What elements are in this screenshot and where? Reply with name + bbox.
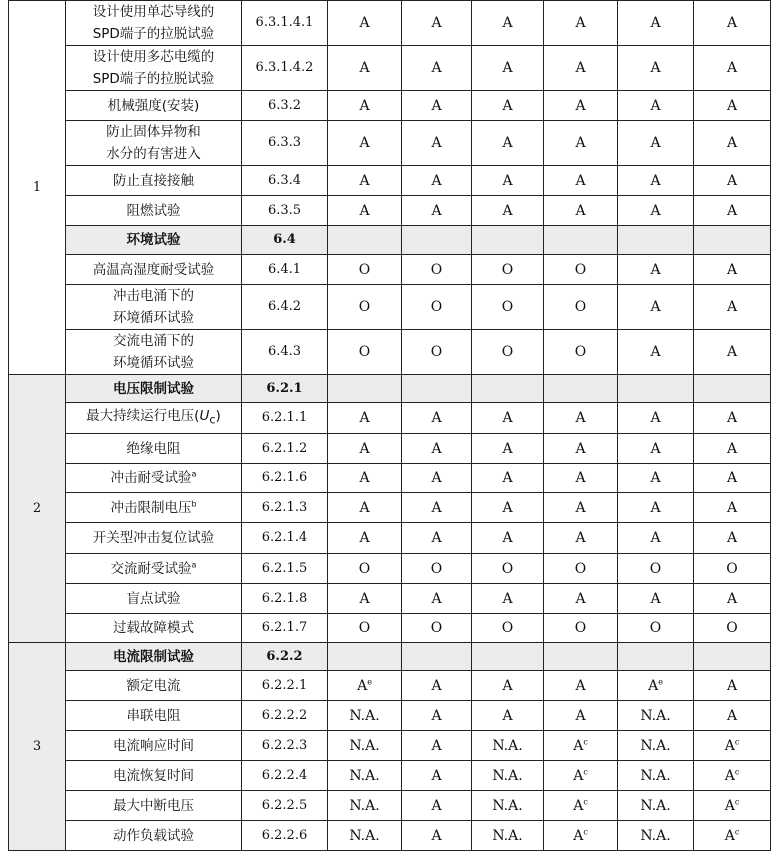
test-name: 冲击限制电压$^b$ [66, 493, 242, 523]
test-name: 开关型冲击复位试验 [66, 523, 242, 554]
requirement-cell: A [694, 91, 771, 121]
test-requirements-table [8, 0, 771, 851]
requirement-cell: A [544, 403, 618, 434]
requirement-cell: A [328, 493, 402, 523]
requirement-cell [694, 226, 771, 255]
clause-number: 6.2.1.3 [242, 493, 328, 523]
requirement-cell: O [618, 554, 694, 584]
requirement-cell [402, 643, 472, 671]
table-row [9, 46, 771, 91]
table-row [9, 761, 771, 791]
requirement-cell: A [618, 255, 694, 285]
test-name: 盲点试验 [66, 584, 242, 614]
requirement-cell: A [544, 434, 618, 464]
clause-number: 6.2.1.1 [242, 403, 328, 434]
requirement-cell [618, 643, 694, 671]
requirement-cell: $A^c$ [544, 821, 618, 851]
requirement-cell: A [328, 434, 402, 464]
requirement-cell: A [402, 523, 472, 554]
requirement-cell: N.A. [618, 821, 694, 851]
requirement-cell: O [544, 255, 618, 285]
requirement-cell: A [694, 671, 771, 701]
requirement-cell: A [544, 523, 618, 554]
requirement-cell: A [472, 121, 544, 166]
requirement-cell: A [402, 1, 472, 46]
clause-number: 6.2.1.6 [242, 464, 328, 493]
requirement-cell: A [694, 1, 771, 46]
test-name: 机械强度(安装) [66, 91, 242, 121]
requirement-cell [328, 643, 402, 671]
requirement-cell: A [694, 46, 771, 91]
requirement-cell: A [618, 434, 694, 464]
clause-number: 6.2.2.5 [242, 791, 328, 821]
requirement-cell: N.A. [328, 731, 402, 761]
requirement-cell: N.A. [472, 761, 544, 791]
requirement-cell: N.A. [618, 761, 694, 791]
requirement-cell: A [402, 464, 472, 493]
requirement-cell: O [402, 614, 472, 643]
clause-number: 6.2.2.2 [242, 701, 328, 731]
requirement-cell: A [402, 121, 472, 166]
requirement-cell [328, 375, 402, 403]
requirement-cell [472, 226, 544, 255]
requirement-cell: A [618, 1, 694, 46]
requirement-cell: A [402, 791, 472, 821]
clause-number: 6.2.1.4 [242, 523, 328, 554]
requirement-cell: O [328, 554, 402, 584]
table-row [9, 554, 771, 584]
requirement-cell: A [472, 493, 544, 523]
requirement-cell: O [618, 614, 694, 643]
test-name: 最大中断电压 [66, 791, 242, 821]
requirement-cell: N.A. [328, 761, 402, 791]
clause-number: 6.2.1.8 [242, 584, 328, 614]
clause-number: 6.2.2.6 [242, 821, 328, 851]
clause-number: 6.3.1.4.2 [242, 46, 328, 91]
test-name: 冲击耐受试验$^a$ [66, 464, 242, 493]
requirement-cell: A [402, 584, 472, 614]
requirement-cell: A [544, 584, 618, 614]
test-name: 绝缘电阻 [66, 434, 242, 464]
requirement-cell: N.A. [618, 791, 694, 821]
test-name: 电压限制试验 [66, 375, 242, 403]
clause-number: 6.3.5 [242, 196, 328, 226]
requirement-cell: A [544, 671, 618, 701]
requirement-cell: O [472, 255, 544, 285]
table-row [9, 614, 771, 643]
requirement-cell: A [402, 731, 472, 761]
requirement-cell: A [328, 166, 402, 196]
requirement-cell: $A^c$ [694, 821, 771, 851]
test-name: 额定电流 [66, 671, 242, 701]
clause-number: 6.4.3 [242, 330, 328, 375]
requirement-cell: O [328, 330, 402, 375]
requirement-cell: O [544, 330, 618, 375]
clause-number: 6.3.2 [242, 91, 328, 121]
requirement-cell: A [544, 701, 618, 731]
requirement-cell: $A^c$ [544, 791, 618, 821]
requirement-cell: A [618, 285, 694, 330]
requirement-cell: O [544, 285, 618, 330]
requirement-cell: N.A. [328, 791, 402, 821]
requirement-cell: A [472, 403, 544, 434]
requirement-cell [694, 643, 771, 671]
clause-number: 6.2.2.4 [242, 761, 328, 791]
requirement-cell [544, 375, 618, 403]
table-row [9, 671, 771, 701]
test-name: 防止固体异物和 水分的有害进入 [66, 121, 242, 166]
requirement-cell: A [328, 196, 402, 226]
clause-number: 6.2.1.5 [242, 554, 328, 584]
clause-number: 6.4.2 [242, 285, 328, 330]
requirement-cell: A [618, 584, 694, 614]
table-row [9, 330, 771, 375]
requirement-cell: A [618, 91, 694, 121]
clause-number: 6.4 [242, 226, 328, 255]
requirement-cell: A [472, 46, 544, 91]
requirement-cell: A [472, 91, 544, 121]
requirement-cell: N.A. [472, 821, 544, 851]
requirement-cell: N.A. [618, 701, 694, 731]
requirement-cell: O [402, 255, 472, 285]
test-name: 设计使用多芯电缆的 SPD端子的拉脱试验 [66, 46, 242, 91]
requirement-cell: O [472, 285, 544, 330]
requirement-cell: A [618, 330, 694, 375]
requirement-cell: A [472, 196, 544, 226]
requirement-cell: A [402, 821, 472, 851]
requirement-cell: A [472, 584, 544, 614]
requirement-cell: A [694, 464, 771, 493]
requirement-cell: A [544, 1, 618, 46]
clause-number: 6.2.1.2 [242, 434, 328, 464]
requirement-cell: A [544, 196, 618, 226]
requirement-cell [472, 375, 544, 403]
table-row [9, 701, 771, 731]
requirement-cell: A [402, 196, 472, 226]
requirement-cell: A [402, 166, 472, 196]
requirement-cell: A [618, 166, 694, 196]
requirement-cell [618, 375, 694, 403]
requirement-cell [472, 643, 544, 671]
requirement-cell: A [694, 584, 771, 614]
requirement-cell: O [544, 554, 618, 584]
clause-number: 6.2.2.1 [242, 671, 328, 701]
requirement-cell: O [694, 554, 771, 584]
requirement-cell: A [694, 434, 771, 464]
requirement-cell: A [618, 493, 694, 523]
requirement-cell: A [328, 584, 402, 614]
requirement-cell: A [618, 403, 694, 434]
clause-number: 6.2.2 [242, 643, 328, 671]
test-name: 最大持续运行电压$(U_c)$ [66, 403, 242, 434]
table-row [9, 285, 771, 330]
requirement-cell: A [618, 46, 694, 91]
requirement-cell: A [328, 121, 402, 166]
group-label: 3 [9, 643, 66, 851]
requirement-cell: A [402, 91, 472, 121]
table-row [9, 166, 771, 196]
clause-number: 6.4.1 [242, 255, 328, 285]
test-name: 冲击电涌下的 环境循环试验 [66, 285, 242, 330]
table-row [9, 821, 771, 851]
requirement-cell: A [544, 91, 618, 121]
requirement-cell: A [694, 121, 771, 166]
table-row [9, 255, 771, 285]
test-name: 电流响应时间 [66, 731, 242, 761]
test-name: 串联电阻 [66, 701, 242, 731]
requirement-cell: O [328, 614, 402, 643]
requirement-cell: A [328, 523, 402, 554]
requirement-cell: A [402, 671, 472, 701]
requirement-cell: O [694, 614, 771, 643]
table-row [9, 493, 771, 523]
table-row [9, 434, 771, 464]
table-row [9, 731, 771, 761]
requirement-cell: A [694, 330, 771, 375]
requirement-cell: O [472, 554, 544, 584]
requirement-cell: A [402, 701, 472, 731]
test-name: 高温高湿度耐受试验 [66, 255, 242, 285]
requirement-cell [694, 375, 771, 403]
requirement-cell: $A^c$ [694, 761, 771, 791]
requirement-cell: O [472, 330, 544, 375]
section-row [9, 226, 771, 255]
requirement-cell [328, 226, 402, 255]
test-name: 环境试验 [66, 226, 242, 255]
requirement-cell: A [402, 493, 472, 523]
requirement-cell [618, 226, 694, 255]
requirement-cell: A [618, 464, 694, 493]
requirement-cell: A [328, 46, 402, 91]
requirement-cell: A [472, 523, 544, 554]
table-row [9, 584, 771, 614]
requirement-cell: A [694, 196, 771, 226]
requirement-cell: O [402, 285, 472, 330]
table-row [9, 523, 771, 554]
requirement-cell: A [544, 121, 618, 166]
requirement-cell: A [472, 464, 544, 493]
section-row [9, 643, 771, 671]
requirement-cell: N.A. [618, 731, 694, 761]
requirement-cell: A [694, 285, 771, 330]
group-label: 1 [9, 1, 66, 375]
requirement-cell: O [402, 330, 472, 375]
requirement-cell: A [694, 403, 771, 434]
test-name: 电流恢复时间 [66, 761, 242, 791]
requirement-cell: A [402, 46, 472, 91]
requirement-cell [544, 226, 618, 255]
test-name: 交流耐受试验$^a$ [66, 554, 242, 584]
group-label: 2 [9, 375, 66, 643]
requirement-cell: A [544, 166, 618, 196]
requirement-cell: A [328, 91, 402, 121]
requirement-cell [402, 375, 472, 403]
test-name: 过载故障模式 [66, 614, 242, 643]
requirement-cell: A [694, 523, 771, 554]
requirement-cell: A [544, 46, 618, 91]
requirement-cell [402, 226, 472, 255]
requirement-cell: $A^e$ [328, 671, 402, 701]
requirement-cell: A [618, 121, 694, 166]
requirement-cell: $A^c$ [694, 791, 771, 821]
requirement-cell: A [544, 464, 618, 493]
requirement-cell: A [618, 196, 694, 226]
table-row [9, 91, 771, 121]
requirement-cell: A [472, 671, 544, 701]
requirement-cell: A [402, 761, 472, 791]
requirement-cell: A [472, 166, 544, 196]
requirement-cell: A [472, 1, 544, 46]
test-name: 设计使用单芯导线的 SPD端子的拉脱试验 [66, 1, 242, 46]
clause-number: 6.3.4 [242, 166, 328, 196]
requirement-cell: A [694, 166, 771, 196]
requirement-cell: A [618, 523, 694, 554]
requirement-cell: N.A. [472, 731, 544, 761]
requirement-cell: A [694, 255, 771, 285]
clause-number: 6.2.1.7 [242, 614, 328, 643]
requirement-cell: A [472, 434, 544, 464]
requirement-cell: A [402, 403, 472, 434]
requirement-cell: $A^c$ [544, 731, 618, 761]
section-row [9, 375, 771, 403]
table-row [9, 196, 771, 226]
requirement-cell: N.A. [472, 791, 544, 821]
requirement-cell [544, 643, 618, 671]
requirement-cell: N.A. [328, 701, 402, 731]
requirement-cell: A [328, 464, 402, 493]
requirement-cell: $A^c$ [694, 731, 771, 761]
requirement-cell: A [328, 1, 402, 46]
requirement-cell: O [472, 614, 544, 643]
clause-number: 6.2.2.3 [242, 731, 328, 761]
requirement-cell: A [328, 403, 402, 434]
table-row [9, 464, 771, 493]
clause-number: 6.2.1 [242, 375, 328, 403]
test-name: 交流电涌下的 环境循环试验 [66, 330, 242, 375]
table-row [9, 1, 771, 46]
clause-number: 6.3.3 [242, 121, 328, 166]
clause-number: 6.3.1.4.1 [242, 1, 328, 46]
requirement-cell: A [694, 701, 771, 731]
requirement-cell: A [472, 701, 544, 731]
table-row [9, 791, 771, 821]
requirement-cell: A [544, 493, 618, 523]
test-name: 动作负载试验 [66, 821, 242, 851]
test-name: 电流限制试验 [66, 643, 242, 671]
table-row [9, 121, 771, 166]
requirement-cell: N.A. [328, 821, 402, 851]
table-row [9, 403, 771, 434]
requirement-cell: $A^e$ [618, 671, 694, 701]
table-body [9, 1, 771, 851]
requirement-cell: $A^c$ [544, 761, 618, 791]
test-name: 阻燃试验 [66, 196, 242, 226]
requirement-cell: A [694, 493, 771, 523]
requirement-cell: A [402, 434, 472, 464]
requirement-cell: O [328, 285, 402, 330]
requirement-cell: O [544, 614, 618, 643]
requirement-cell: O [328, 255, 402, 285]
test-name: 防止直接接触 [66, 166, 242, 196]
requirement-cell: O [402, 554, 472, 584]
